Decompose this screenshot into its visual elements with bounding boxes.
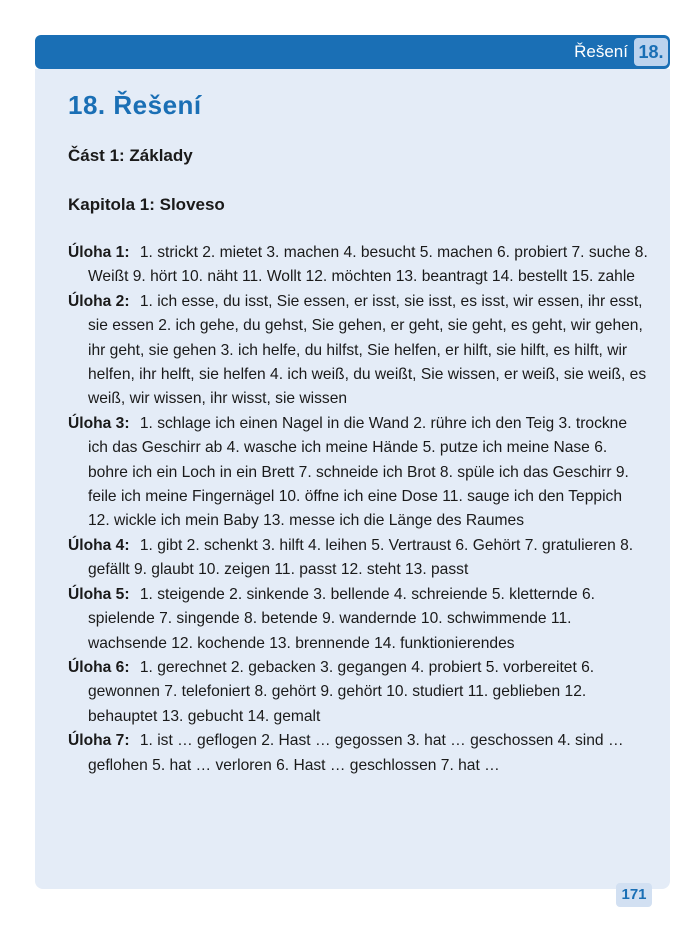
page-number: 171 — [616, 883, 652, 907]
task-answers: 1. strickt 2. mietet 3. machen 4. besucht 5. machen 6. probiert 7. suche 8. Weißt 9. hört 10. näht 11. Wollt 12. möchten 13. beantragt 14. bestellt 15. zahle — [88, 244, 648, 286]
task-label: Úloha 2: — [68, 292, 130, 310]
task-label: Úloha 5: — [68, 585, 130, 603]
task-answers: 1. ich esse, du isst, Sie essen, er isst, sie isst, es isst, wir essen, ihr esst, sie essen 2. ich gehe, du gehst, Sie gehen, er geht, sie geht, es geht, wir gehen, ihr geht, sie gehen 3. ich helfe, du hilfst, Sie helfen, er hilft, sie hilft, es hilft, wir helfen, ihr helft, sie helfen 4. ich weiß, du weißt, Sie wissen, er weiß, sie weiß, es weiß, wir wissen, ihr wisst, sie wissen — [88, 292, 647, 408]
task-label: Úloha 7: — [68, 732, 130, 750]
task-list — [68, 241, 648, 778]
task-answers: 1. schlage ich einen Nagel in die Wand 2. rühre ich den Teig 3. trockne ich das Geschirr ab 4. wasche ich meine Hände 5. putze ich meine Nase 6. bohre ich ein Loch in ein Brett 7. schneide ich Brot 8. spüle ich das Geschirr 9. feile ich meine Fingernägel 10. öffne ich eine Dose 11. sauge ich den Teppich 12. wickle ich mein Baby 13. messe ich die Länge des Raumes — [88, 414, 629, 530]
task-item — [68, 656, 648, 729]
task-item — [68, 412, 648, 534]
chapter-heading: Kapitola 1: Sloveso — [68, 195, 225, 214]
task-item — [68, 583, 648, 656]
task-label: Úloha 1: — [68, 244, 130, 261]
header-title: Řešení — [574, 42, 628, 61]
task-answers: 1. gibt 2. schenkt 3. hilft 4. leihen 5. Vertraust 6. Gehört 7. gratulieren 8. gefällt 9. glaubt 10. zeigen 11. passt 12. steht 13. passt — [88, 536, 634, 579]
task-item — [68, 241, 648, 290]
task-label: Úloha 6: — [68, 658, 130, 676]
task-item — [68, 290, 648, 412]
task-answers: 1. gerechnet 2. gebacken 3. gegangen 4. probiert 5. vorbereitet 6. gewonnen 7. telefoniert 8. gehört 9. gehört 10. studiert 11. geblieben 12. behauptet 13. gebucht 14. gemalt — [88, 658, 595, 725]
task-label: Úloha 3: — [68, 414, 130, 432]
task-answers: 1. ist … geflogen 2. Hast … gegossen 3. hat … geschossen 4. sind … geflohen 5. hat … verloren 6. Hast … geschlossen 7. hat … — [88, 732, 624, 774]
chapter-header-bar — [35, 35, 670, 69]
part-heading: Část 1: Základy — [68, 146, 193, 165]
page-title: 18. Řešení — [68, 90, 202, 120]
chapter-number-badge: 18. — [634, 38, 668, 66]
task-label: Úloha 4: — [68, 536, 130, 554]
task-item — [68, 534, 648, 583]
task-item — [68, 729, 648, 778]
task-answers: 1. steigende 2. sinkende 3. bellende 4. schreiende 5. kletternde 6. spielende 7. singende 8. betende 9. wandernde 10. schwimmende 11. wachsende 12. kochende 13. brennende 14. funktionierendes — [88, 585, 595, 652]
